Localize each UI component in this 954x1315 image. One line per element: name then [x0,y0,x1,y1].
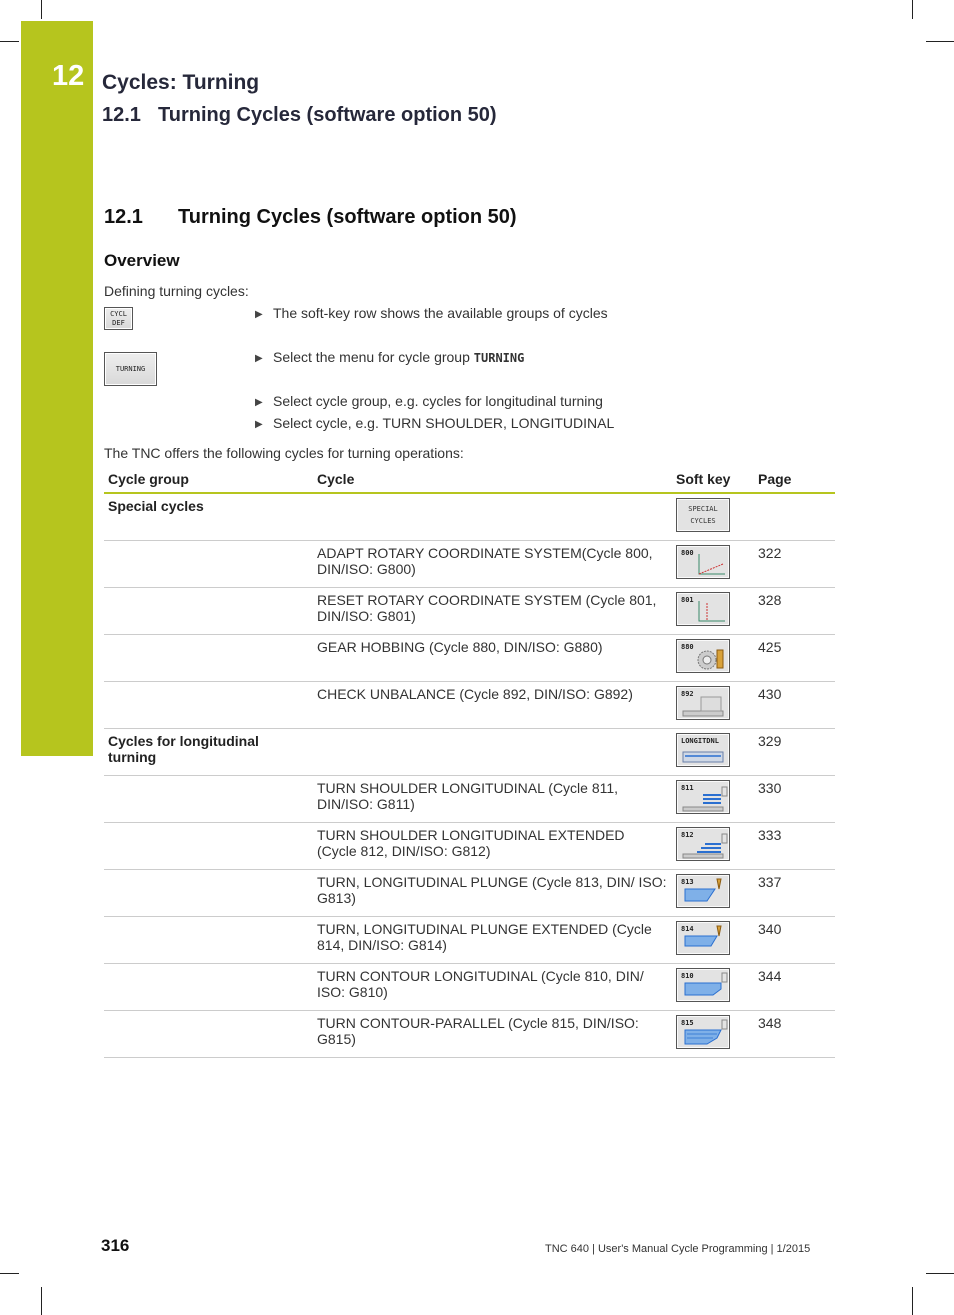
cell-softkey [672,776,754,823]
running-header-section-number: 12.1 [102,104,141,126]
cell-page: 340 [754,917,835,964]
cell-cycle: RESET ROTARY COORDINATE SYSTEM (Cycle 801, DIN/ISO: G801) [313,588,672,635]
turning-softkey-label: TURNING [115,364,146,373]
cell-cycle: TURN, LONGITUDINAL PLUNGE (Cycle 813, DIN/ ISO: G813) [313,870,672,917]
step-2 [255,349,524,365]
cell-group [104,588,313,635]
cycle-811-softkey [676,780,730,814]
cycle-812-softkey [676,827,730,861]
softkey-line1: SPECIAL [688,505,718,513]
cell-softkey [672,823,754,870]
crop-mark [41,0,42,19]
section-title: Turning Cycles (software option 50) [178,206,517,228]
header-cycle: Cycle [313,466,672,493]
table-row [104,729,835,776]
step-1 [255,305,608,321]
cell-cycle [313,493,672,541]
table-intro: The TNC offers the following cycles for turning operations: [104,445,464,461]
cell-cycle: TURN CONTOUR LONGITUDINAL (Cycle 810, DIN/ ISO: G810) [313,964,672,1011]
cell-softkey [672,588,754,635]
table-row [104,588,835,635]
crop-mark [926,1273,954,1274]
cell-page: 330 [754,776,835,823]
cell-page: 333 [754,823,835,870]
table-row [104,493,835,541]
subheading: Overview [104,251,180,270]
crop-mark [912,1287,913,1315]
cell-group [104,1011,313,1058]
softkey-label: 814 [681,925,694,933]
crop-mark [926,41,954,42]
softkey-label: 810 [681,972,694,980]
cell-softkey [672,917,754,964]
softkey-label: 815 [681,1019,694,1027]
cell-group [104,541,313,588]
cell-cycle: TURN, LONGITUDINAL PLUNGE EXTENDED (Cycle 814, DIN/ISO: G814) [313,917,672,964]
cell-softkey [672,964,754,1011]
table-row [104,541,835,588]
crop-mark [912,0,913,19]
running-header-chapter: Cycles: Turning [102,71,260,94]
crop-mark [41,1287,42,1315]
header-page: Page [754,466,835,493]
cell-group: Cycles for longitudinal turning [104,729,313,776]
table-row [104,635,835,682]
table-header-row [104,466,835,493]
triangle-right-icon: ▶ [255,419,263,430]
cycl-def-key [104,307,133,330]
step-4-text: Select cycle, e.g. TURN SHOULDER, LONGITUDINAL [273,415,615,431]
cell-softkey [672,493,754,541]
cycle-813-softkey [676,874,730,908]
header-soft-key: Soft key [672,466,754,493]
cell-cycle: ADAPT ROTARY COORDINATE SYSTEM(Cycle 800, DIN/ISO: G800) [313,541,672,588]
cell-softkey [672,635,754,682]
step-3-text: Select cycle group, e.g. cycles for longitudinal turning [273,393,603,409]
cycles-table [104,466,835,1058]
step-1-text: The soft-key row shows the available groups of cycles [273,305,608,321]
section-number: 12.1 [104,206,143,228]
running-header-section-title: Turning Cycles (software option 50) [158,104,497,126]
table-row [104,823,835,870]
softkey-label: 801 [681,596,694,604]
cell-softkey [672,870,754,917]
cycle-880-softkey [676,639,730,673]
step-3 [255,393,603,409]
cycle-892-softkey [676,686,730,720]
intro-text: Defining turning cycles: [104,283,249,299]
cell-page: 329 [754,729,835,776]
cycle-801-softkey [676,592,730,626]
softkey-line2: CYCLES [690,517,716,525]
cell-page: 344 [754,964,835,1011]
cell-softkey [672,682,754,729]
cell-page [754,493,835,541]
running-header-section [102,104,497,127]
table-row [104,776,835,823]
page-number: 316 [101,1236,130,1255]
header-cycle-group: Cycle group [104,466,313,493]
softkey-label: 812 [681,831,694,839]
footer-text: TNC 640 | User's Manual Cycle Programming | 1/2015 [545,1243,811,1255]
cell-page: 348 [754,1011,835,1058]
chapter-number: 12 [52,60,85,92]
cycle-815-softkey [676,1015,730,1049]
table-row [104,964,835,1011]
softkey-label: 811 [681,784,694,792]
longitudinal-softkey [676,733,730,767]
table-row [104,682,835,729]
table-row [104,870,835,917]
cell-cycle: CHECK UNBALANCE (Cycle 892, DIN/ISO: G892) [313,682,672,729]
turning-softkey [104,352,157,386]
softkey-label: 813 [681,878,694,886]
chapter-tab [21,21,93,756]
cell-softkey [672,1011,754,1058]
cell-group [104,917,313,964]
cell-group [104,776,313,823]
cell-page: 328 [754,588,835,635]
triangle-right-icon: ▶ [255,309,263,320]
step-2-strong: TURNING [473,351,525,365]
table-row [104,917,835,964]
cell-cycle: GEAR HOBBING (Cycle 880, DIN/ISO: G880) [313,635,672,682]
step-4 [255,415,614,431]
cycl-def-key-line2: DEF [112,318,125,327]
cell-softkey [672,541,754,588]
softkey-label: LONGITDNL [681,737,719,745]
crop-mark [0,41,19,42]
cycle-800-softkey [676,545,730,579]
cell-cycle: TURN CONTOUR-PARALLEL (Cycle 815, DIN/ISO: G815) [313,1011,672,1058]
softkey-label: 800 [681,549,694,557]
cell-group [104,682,313,729]
cell-softkey [672,729,754,776]
cell-page: 322 [754,541,835,588]
cycle-814-softkey [676,921,730,955]
cell-cycle: TURN SHOULDER LONGITUDINAL EXTENDED (Cycle 812, DIN/ISO: G812) [313,823,672,870]
cycl-def-key-line1: CYCL [110,309,127,318]
cell-page: 425 [754,635,835,682]
softkey-label: 892 [681,690,694,698]
cell-group [104,635,313,682]
special-cycles-softkey [676,498,730,532]
table-row [104,1011,835,1058]
cell-cycle [313,729,672,776]
step-2-text: Select the menu for cycle group [273,349,474,365]
cell-group [104,823,313,870]
triangle-right-icon: ▶ [255,353,263,364]
cell-page: 430 [754,682,835,729]
cell-group: Special cycles [104,493,313,541]
section-heading [104,206,517,229]
cell-group [104,964,313,1011]
cell-cycle: TURN SHOULDER LONGITUDINAL (Cycle 811, DIN/ISO: G811) [313,776,672,823]
softkey-label: 880 [681,643,694,651]
triangle-right-icon: ▶ [255,397,263,408]
crop-mark [0,1273,19,1274]
cycle-810-softkey [676,968,730,1002]
cell-page: 337 [754,870,835,917]
cell-group [104,870,313,917]
